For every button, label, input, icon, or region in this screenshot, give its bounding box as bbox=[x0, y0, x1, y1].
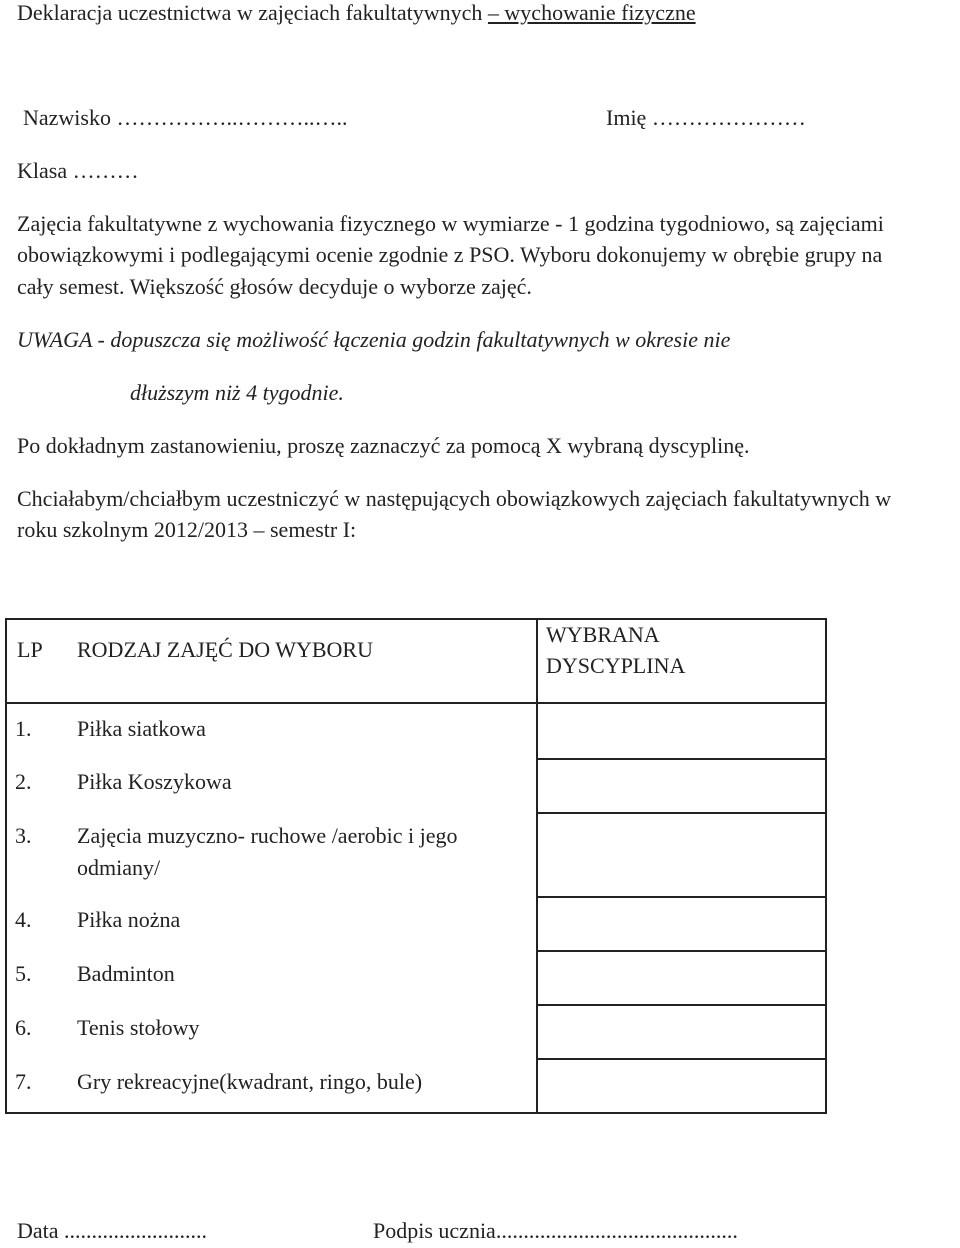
firstname-label: Imię bbox=[606, 105, 647, 130]
table-row bbox=[6, 759, 826, 813]
table-row bbox=[6, 897, 826, 951]
title-underlined: – wychowanie fizyczne bbox=[487, 0, 696, 25]
row-name: Tenis stołowy bbox=[77, 1015, 200, 1040]
disciplines-table bbox=[5, 618, 827, 1114]
choice-cell[interactable] bbox=[537, 897, 826, 951]
choice-line-2: roku szkolnym 2012/2013 – semestr I: bbox=[17, 517, 357, 542]
date-field: Data .......................... bbox=[17, 1218, 208, 1243]
choice-cell[interactable] bbox=[537, 813, 826, 897]
header-lp: LP bbox=[17, 637, 43, 662]
header-type: RODZAJ ZAJĘĆ DO WYBORU bbox=[77, 637, 373, 662]
choice-cell[interactable] bbox=[537, 759, 826, 813]
choice-cell[interactable] bbox=[537, 951, 826, 1005]
row-name: Piłka Koszykowa bbox=[77, 769, 232, 794]
table-row bbox=[6, 813, 826, 897]
row-number: 7. bbox=[15, 1069, 32, 1094]
choice-cell[interactable] bbox=[537, 703, 826, 759]
row-name: Zajęcia muzyczno- ruchowe /aerobic i jego bbox=[77, 823, 458, 848]
header-chosen-line-1: WYBRANA bbox=[546, 622, 660, 647]
header-chosen-cell bbox=[537, 619, 826, 703]
firstname-field bbox=[606, 105, 806, 131]
firstname-dots: ………………… bbox=[651, 105, 806, 130]
choice-line-1: Chciałabym/chciałbym uczestniczyć w następujących obowiązkowych zajęciach fakultatywnych w bbox=[17, 486, 892, 511]
surname-label: Nazwisko bbox=[23, 105, 111, 130]
table-row bbox=[6, 1005, 826, 1059]
class-label: Klasa bbox=[17, 158, 68, 183]
info-line-1: Zajęcia fakultatywne z wychowania fizycznego w wymiarze - 1 godzina tygodniowo, są zajęciami bbox=[17, 211, 884, 236]
row-number: 2. bbox=[15, 769, 32, 794]
choice-cell[interactable] bbox=[537, 1005, 826, 1059]
surname-field bbox=[23, 105, 347, 131]
row-name: Gry rekreacyjne(kwadrant, ringo, bule) bbox=[77, 1069, 423, 1094]
row-number: 3. bbox=[15, 823, 32, 848]
row-name: Badminton bbox=[77, 961, 175, 986]
instruction-text: Po dokładnym zastanowieniu, proszę zaznaczyć za pomocą X wybraną dyscyplinę. bbox=[17, 433, 750, 458]
header-lp-cell bbox=[6, 619, 70, 703]
signature-field: Podpis ucznia............................................ bbox=[373, 1218, 738, 1243]
table-row bbox=[6, 1059, 826, 1113]
table-row bbox=[6, 951, 826, 1005]
row-name: Piłka nożna bbox=[77, 907, 181, 932]
document-title bbox=[17, 0, 696, 26]
title-prefix: Deklaracja uczestnictwa w zajęciach fakultatywnych bbox=[17, 0, 488, 25]
class-field bbox=[17, 158, 139, 184]
row-number: 5. bbox=[15, 961, 32, 986]
row-number: 4. bbox=[15, 907, 32, 932]
row-name-continued: odmiany/ bbox=[77, 855, 161, 880]
note-line-1: UWAGA - dopuszcza się możliwość łączenia godzin fakultatywnych w okresie nie bbox=[17, 327, 731, 352]
row-number: 6. bbox=[15, 1015, 32, 1040]
info-line-2: obowiązkowymi i podlegającymi ocenie zgodnie z PSO. Wyboru dokonujemy w obrębie grupy na bbox=[17, 242, 883, 267]
choice-cell[interactable] bbox=[537, 1059, 826, 1113]
info-line-3: cały semest. Większość głosów decyduje o wyborze zajęć. bbox=[17, 274, 532, 299]
row-number: 1. bbox=[15, 716, 32, 741]
class-dots: ……… bbox=[72, 158, 139, 183]
note-line-2: dłuższym niż 4 tygodnie. bbox=[130, 380, 344, 405]
table-header-row bbox=[6, 619, 826, 703]
header-type-cell bbox=[70, 619, 537, 703]
surname-dots: ……………..………..….. bbox=[116, 105, 348, 130]
header-chosen-line-2: DYSCYPLINA bbox=[546, 653, 686, 678]
table-row bbox=[6, 703, 826, 759]
row-name: Piłka siatkowa bbox=[77, 716, 206, 741]
